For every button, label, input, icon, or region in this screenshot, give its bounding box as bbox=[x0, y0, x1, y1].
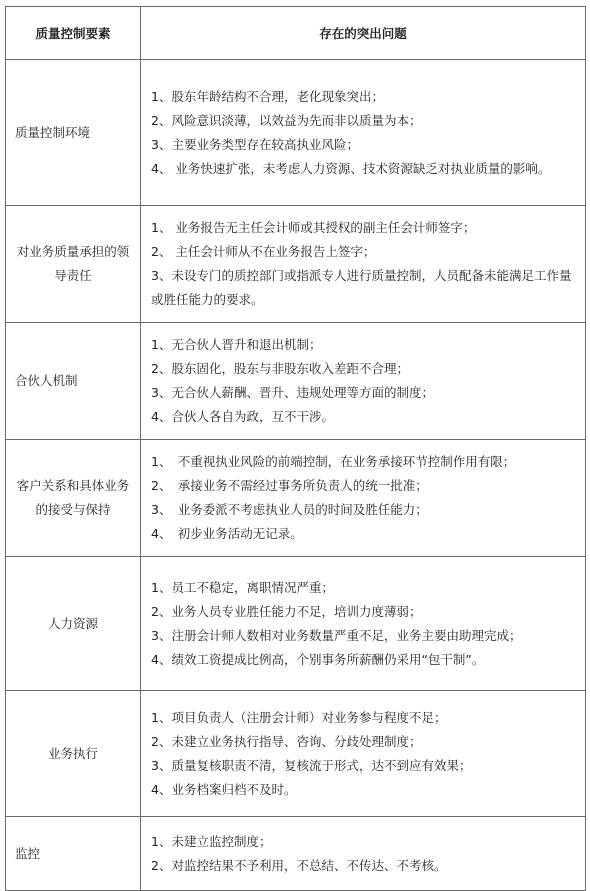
table-row bbox=[6, 206, 586, 323]
quality-control-table bbox=[5, 6, 586, 891]
header-issues: 存在的突出问题 bbox=[141, 7, 586, 60]
issue-line: 1、股东年龄结构不合理，老化现象突出； bbox=[151, 88, 384, 104]
issue-line: 3、无合伙人薪酬、晋升、违规处理等方面的制度； bbox=[151, 385, 434, 400]
issues-cell bbox=[141, 557, 586, 691]
issues-cell bbox=[141, 440, 586, 557]
factor-cell: 监控 bbox=[6, 817, 141, 891]
issues-cell bbox=[141, 691, 586, 817]
issue-line: 2、业务人员专业胜任能力不足，培训力度薄弱； bbox=[151, 603, 422, 619]
issue-line: 3、未设专门的质控部门或指派专人进行质量控制，人员配备未能满足工作量或胜任能力的要求。 bbox=[151, 268, 572, 307]
factor-cell: 客户关系和具体业务的接受与保持 bbox=[6, 440, 141, 557]
issues-cell bbox=[141, 60, 586, 206]
factor-cell: 业务执行 bbox=[6, 691, 141, 817]
issue-line: 4、业务档案归档不及时。 bbox=[151, 781, 297, 797]
issue-line: 2、对监控结果不予利用，不总结、不传达、不考核。 bbox=[151, 857, 447, 873]
table-row bbox=[6, 817, 586, 891]
header-factor: 质量控制要素 bbox=[6, 7, 141, 60]
issue-line: 4、合伙人各自为政，互不干涉。 bbox=[151, 409, 334, 424]
issue-line: 1、项目负责人（注册会计师）对业务参与程度不足； bbox=[151, 709, 447, 725]
issue-line: 3、主要业务类型存在较高执业风险； bbox=[151, 136, 359, 152]
issue-line: 3、质量复核职责不清，复核流于形式，达不到应有效果； bbox=[151, 757, 472, 773]
issue-line: 2、 承接业务不需经过事务所负责人的统一批准； bbox=[151, 478, 428, 493]
issues-cell bbox=[141, 817, 586, 891]
table-row bbox=[6, 557, 586, 691]
issue-line: 4、绩效工资提成比例高，个别事务所薪酬仍采用“包干制”。 bbox=[151, 651, 485, 667]
table-row bbox=[6, 60, 586, 206]
issue-line: 2、 主任会计师从不在业务报告上签字； bbox=[151, 244, 376, 259]
factor-cell: 对业务质量承担的领导责任 bbox=[6, 206, 141, 323]
table-row bbox=[6, 440, 586, 557]
issue-line: 4、 业务快速扩张，未考虑人力资源、技术资源缺乏对执业质量的影响。 bbox=[151, 160, 551, 176]
issue-line: 1、无合伙人晋升和退出机制； bbox=[151, 337, 322, 352]
factor-cell: 合伙人机制 bbox=[6, 323, 141, 440]
table-row bbox=[6, 691, 586, 817]
issues-cell bbox=[141, 323, 586, 440]
issue-line: 3、注册会计师人数相对业务数量严重不足，业务主要由助理完成； bbox=[151, 627, 522, 643]
issue-line: 2、股东固化，股东与非股东收入差距不合理； bbox=[151, 361, 409, 376]
issue-line: 1、员工不稳定，离职情况严重； bbox=[151, 579, 334, 595]
issue-line: 1、 业务报告无主任会计师或其授权的副主任会计师签字； bbox=[151, 220, 476, 235]
issue-line: 3、 业务委派不考虑执业人员的时间及胜任能力； bbox=[151, 502, 428, 517]
factor-cell: 人力资源 bbox=[6, 557, 141, 691]
table-header-row bbox=[6, 7, 586, 60]
issue-line: 2、未建立业务执行指导、咨询、分歧处理制度； bbox=[151, 733, 422, 749]
issue-line: 4、 初步业务活动无记录。 bbox=[151, 526, 303, 541]
issue-line: 1、未建立监控制度； bbox=[151, 833, 272, 849]
factor-cell: 质量控制环境 bbox=[6, 60, 141, 206]
issues-cell bbox=[141, 206, 586, 323]
table-row bbox=[6, 323, 586, 440]
issue-line: 2、风险意识淡薄，以效益为先而非以质量为本； bbox=[151, 112, 422, 128]
issue-line: 1、 不重视执业风险的前端控制，在业务承接环节控制作用有限； bbox=[151, 454, 516, 469]
